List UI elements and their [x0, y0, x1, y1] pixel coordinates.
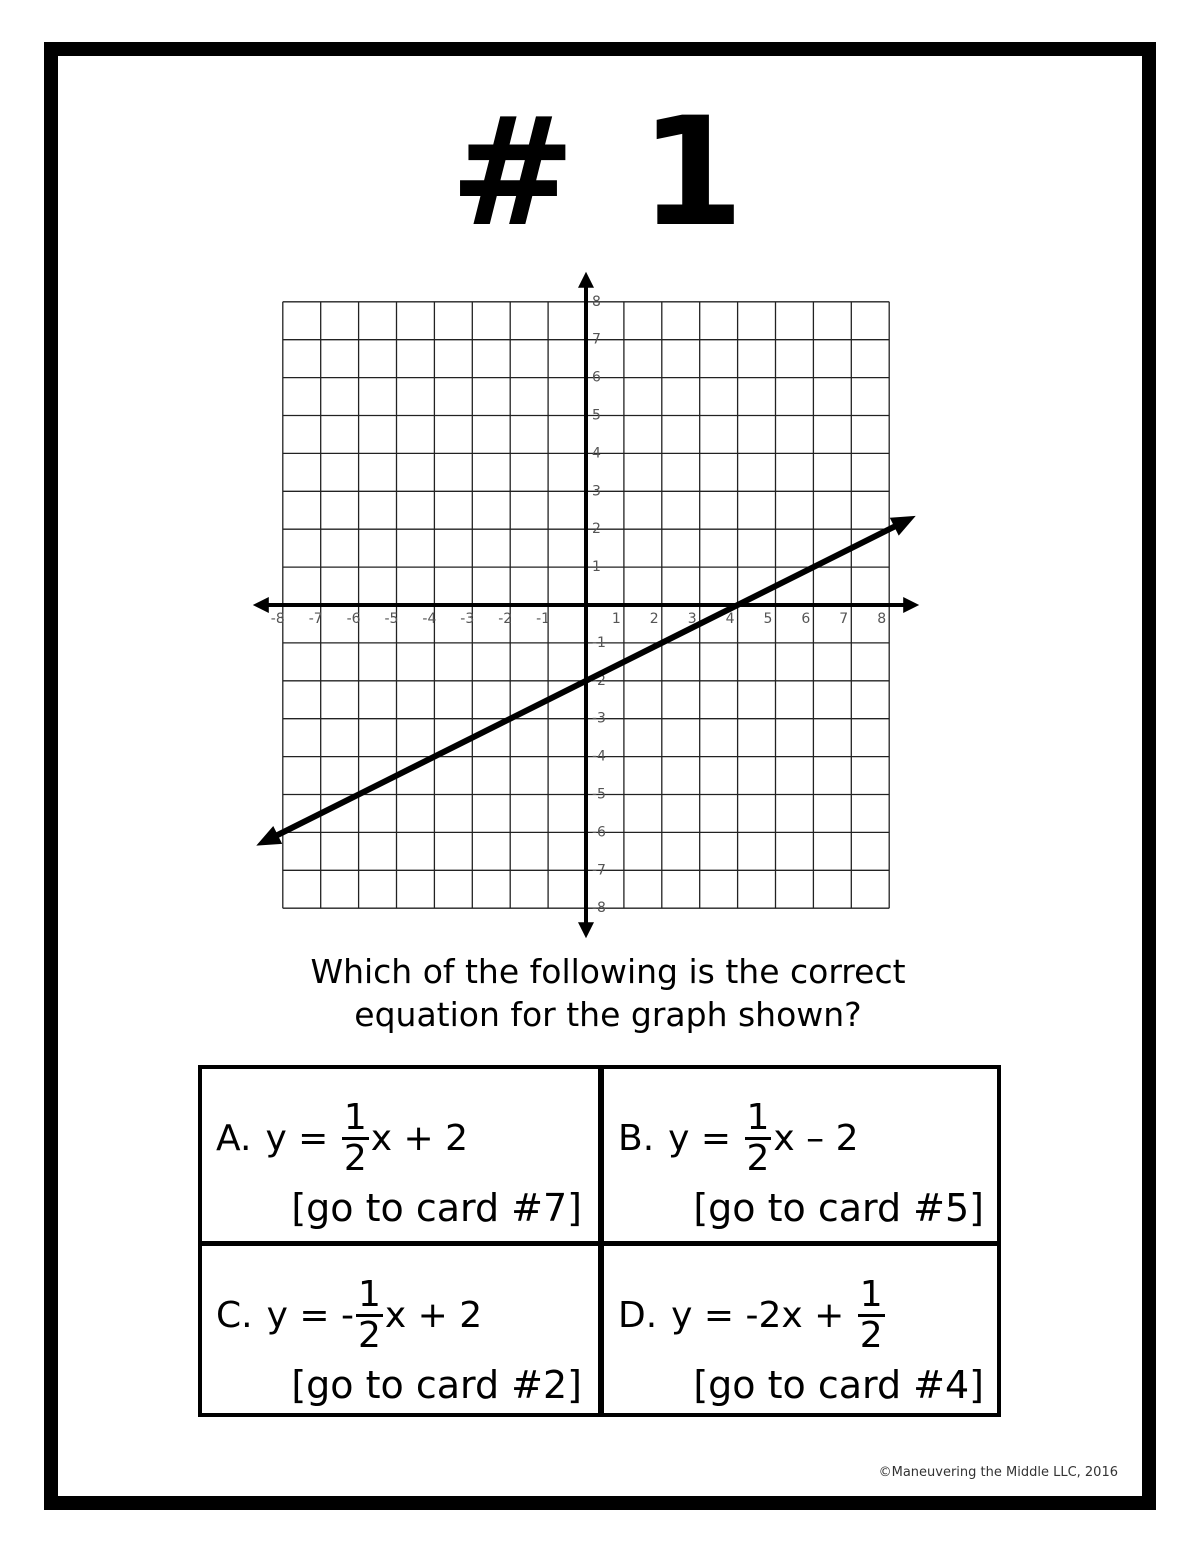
- answer-c-goto: [go to card #2]: [291, 1363, 582, 1407]
- answer-c-fraction: [356, 1276, 383, 1355]
- answer-a-letter: A.: [216, 1117, 252, 1159]
- question-line-2: equation for the graph shown?: [354, 995, 862, 1034]
- card-title: # 1: [449, 86, 751, 260]
- axes: [253, 272, 919, 938]
- x-tick-label: 8: [877, 611, 887, 627]
- answer-b-frac-num: 1: [746, 1097, 770, 1138]
- x-tick-label: -5: [384, 611, 399, 627]
- y-tick-label: 7: [592, 331, 601, 348]
- answer-c-lhs: y =: [266, 1294, 330, 1336]
- answer-b-frac-den: 2: [746, 1138, 770, 1179]
- answer-b-rest: x – 2: [773, 1117, 859, 1159]
- answer-a-frac-den: 2: [343, 1138, 367, 1179]
- answer-c-frac-num: 1: [357, 1274, 381, 1315]
- answer-c-rest: x + 2: [384, 1294, 483, 1336]
- y-tick-label: -1: [592, 634, 606, 651]
- answer-d-frac-num: 1: [859, 1274, 883, 1315]
- answer-d-goto: [go to card #4]: [693, 1363, 984, 1407]
- answer-d-frac-den: 2: [859, 1315, 883, 1356]
- answer-a-goto: [go to card #7]: [291, 1186, 582, 1230]
- y-tick-label: -5: [592, 786, 606, 803]
- y-tick-label: 5: [592, 407, 601, 424]
- question-line-1: Which of the following is the correct: [310, 952, 906, 991]
- answer-b-goto: [go to card #5]: [693, 1186, 984, 1230]
- answer-b-lhs: y =: [668, 1117, 732, 1159]
- answer-b-fraction: [745, 1099, 772, 1178]
- x-tick-label: 3: [687, 611, 697, 627]
- y-tick-label: 8: [592, 293, 601, 310]
- y-tick-label: 2: [592, 521, 601, 538]
- answer-b-letter: B.: [618, 1117, 655, 1159]
- answer-c-frac-den: 2: [357, 1315, 381, 1356]
- y-tick-label: -8: [592, 900, 606, 917]
- x-tick-label: 7: [839, 611, 849, 627]
- answer-option-b[interactable]: [604, 1069, 998, 1239]
- answer-a-fraction: [342, 1099, 369, 1178]
- question-text: [0, 950, 1200, 1036]
- answer-d-letter: D.: [618, 1294, 658, 1336]
- answer-c-letter: C.: [216, 1294, 253, 1336]
- x-tick-label: -4: [422, 611, 437, 627]
- y-tick-label: -2: [592, 672, 606, 689]
- y-axis-arrow-down: [578, 922, 594, 938]
- x-tick-label: -6: [346, 611, 361, 627]
- y-tick-label: 6: [592, 369, 601, 386]
- y-tick-label: -6: [592, 824, 606, 841]
- answer-option-d[interactable]: [604, 1246, 998, 1416]
- y-tick-label: -7: [592, 862, 606, 879]
- x-tick-label: 1: [611, 611, 621, 627]
- answer-d-lhs: y = -2x +: [671, 1294, 845, 1336]
- x-tick-label: -7: [308, 611, 323, 627]
- x-tick-label: -2: [498, 611, 513, 627]
- y-axis-arrow-up: [578, 272, 594, 288]
- answer-a-lhs: y =: [265, 1117, 329, 1159]
- y-tick-label: -4: [592, 748, 606, 765]
- y-tick-label: 4: [592, 445, 601, 462]
- x-axis-arrow-left: [253, 597, 269, 613]
- y-tick-label: 1: [592, 559, 601, 576]
- x-tick-label: -3: [460, 611, 475, 627]
- x-axis-arrow-right: [903, 597, 919, 613]
- y-tick-label: 3: [592, 483, 601, 500]
- answer-option-c[interactable]: [202, 1246, 596, 1416]
- x-tick-label: -1: [536, 611, 551, 627]
- x-tick-label: 4: [725, 611, 735, 627]
- answer-grid: [198, 1065, 1001, 1417]
- answer-d-fraction: [858, 1276, 885, 1355]
- x-tick-label: -8: [270, 611, 285, 627]
- answer-option-a[interactable]: [202, 1069, 596, 1239]
- y-tick-label: -3: [592, 710, 606, 727]
- x-tick-label: 5: [763, 611, 773, 627]
- x-tick-label: 6: [801, 611, 811, 627]
- answer-c-sign: -: [340, 1294, 354, 1336]
- x-tick-label: 2: [649, 611, 659, 627]
- answer-a-rest: x + 2: [370, 1117, 468, 1159]
- answer-a-frac-num: 1: [343, 1097, 367, 1138]
- copyright-text: ©Maneuvering the Middle LLC, 2016: [878, 1465, 1118, 1480]
